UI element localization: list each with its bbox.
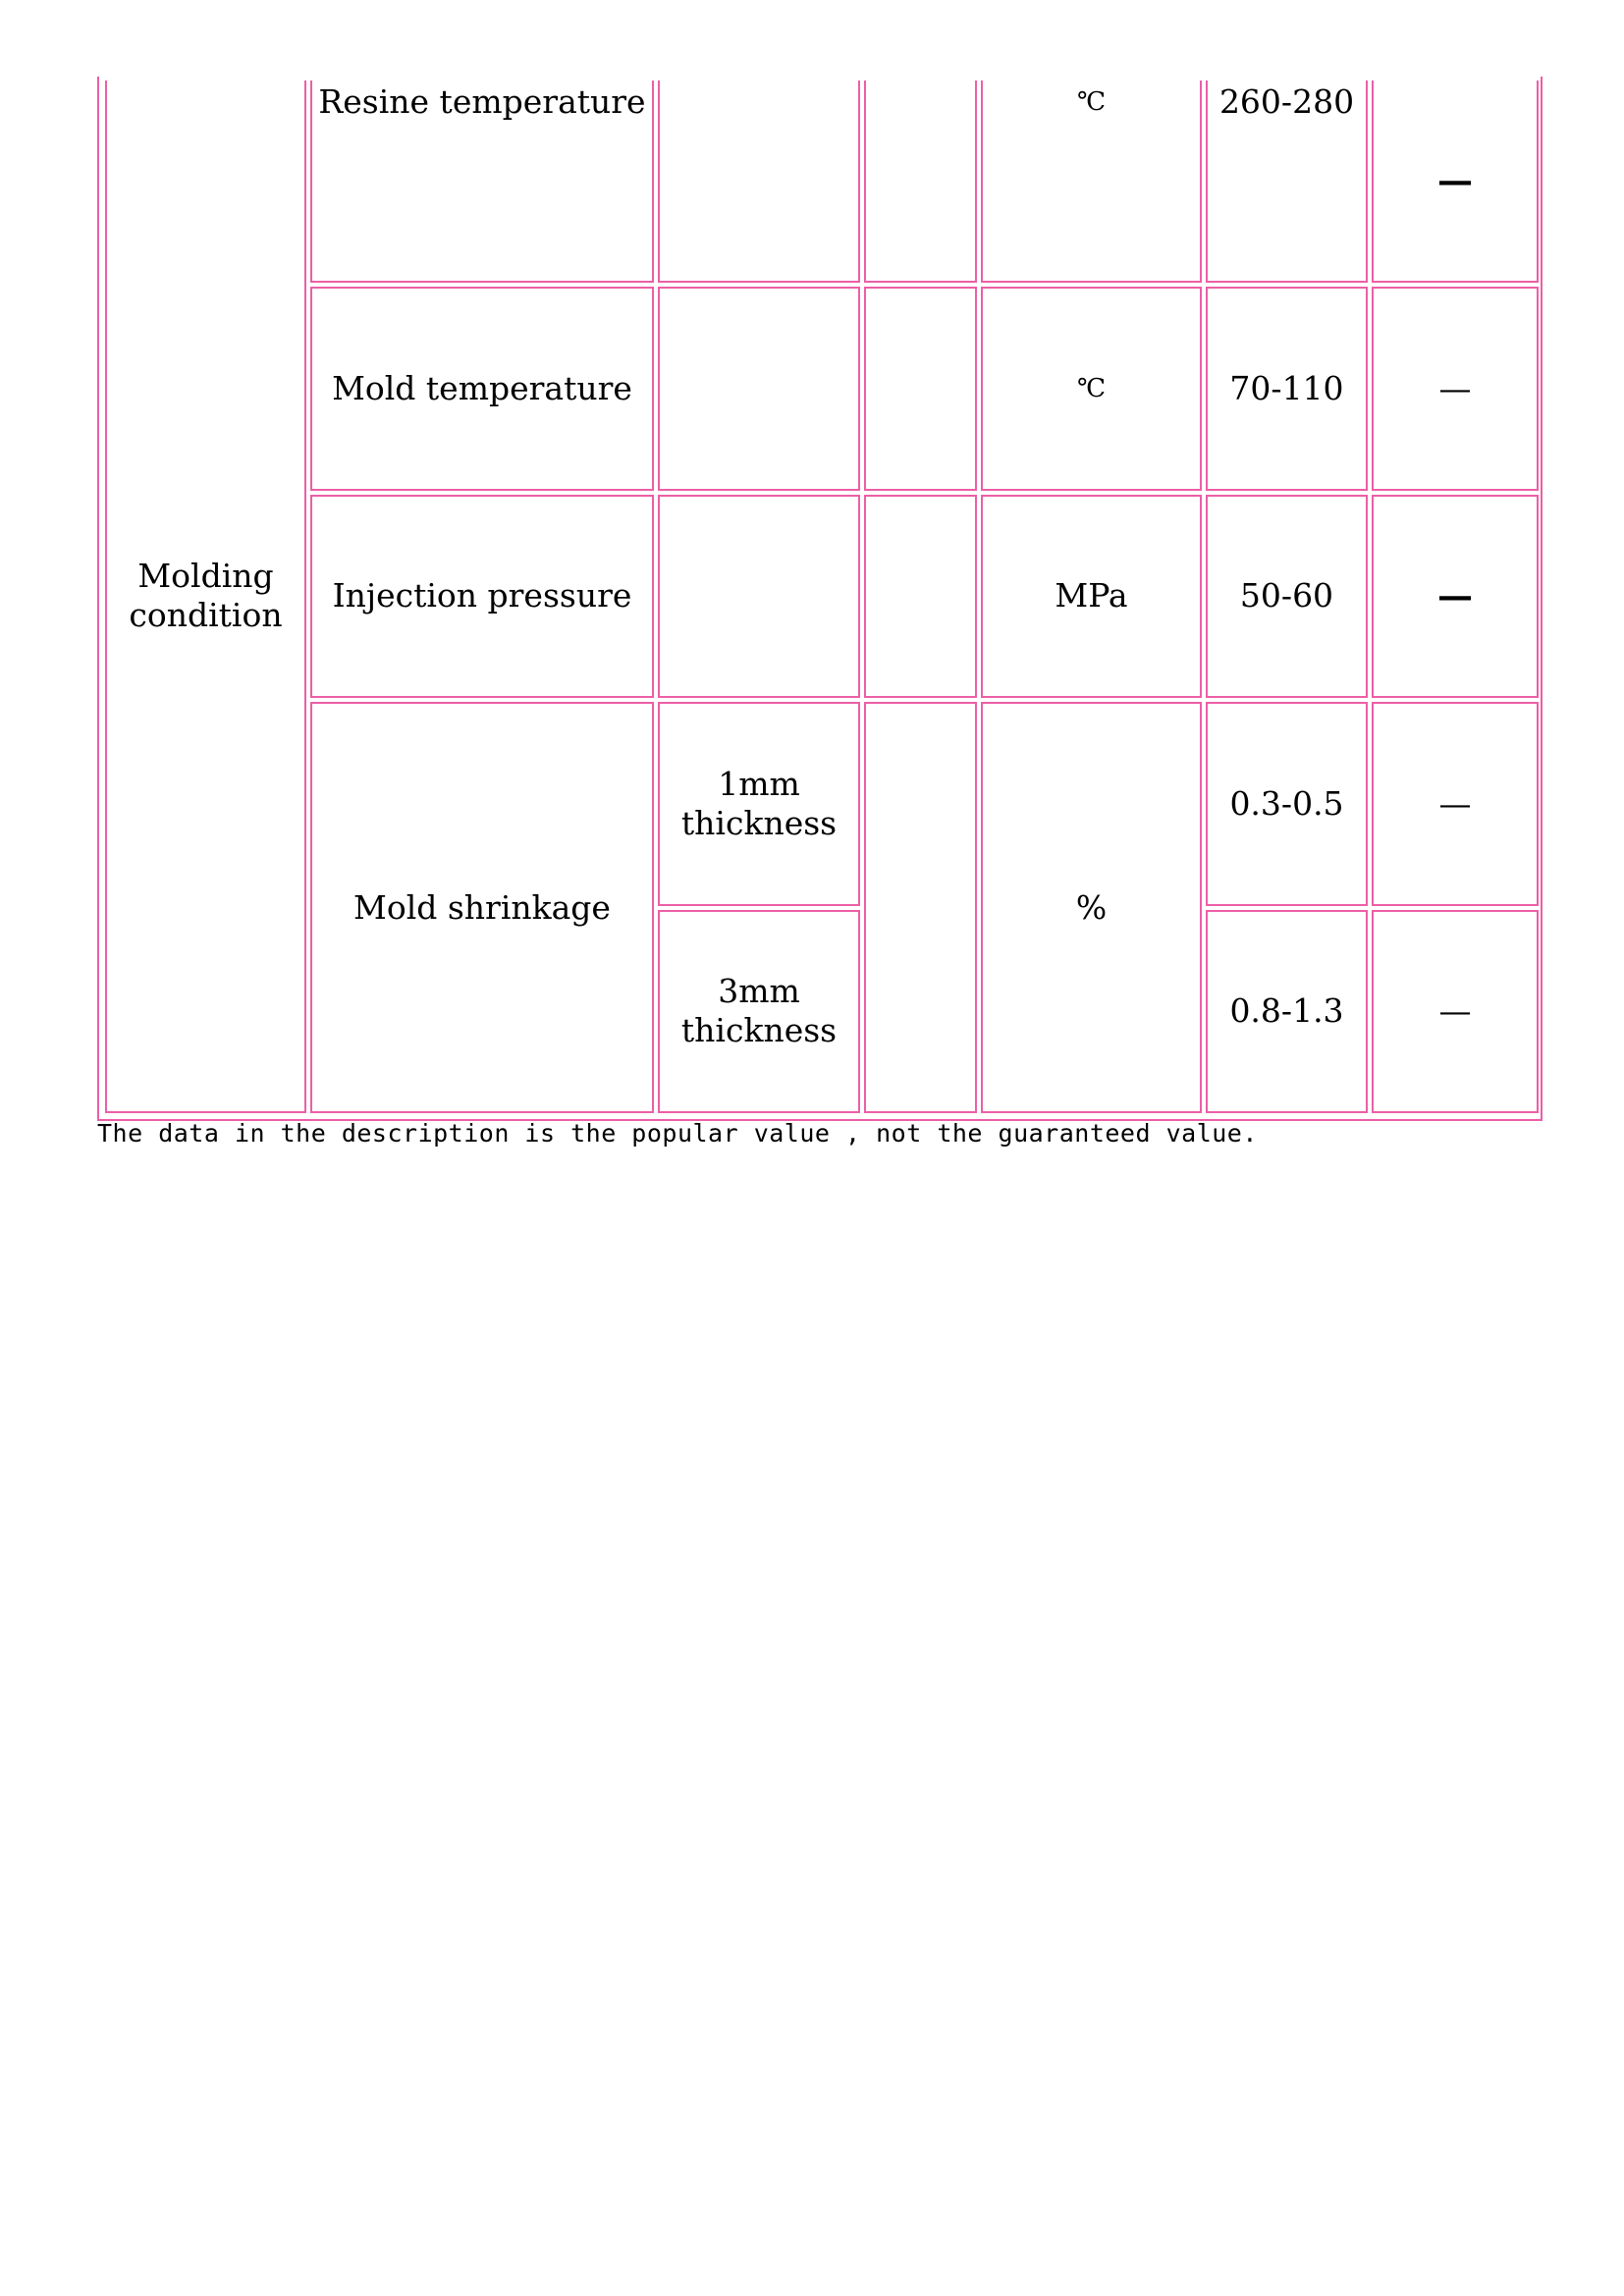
condition-cell [658, 80, 860, 283]
unit-cell [981, 287, 1202, 490]
method-cell [864, 495, 977, 698]
note-cell [1372, 80, 1539, 283]
value-cell: 70-110 [1206, 287, 1368, 490]
unit-text: ℃ [1076, 374, 1107, 404]
property-cell: Injection pressure [310, 495, 654, 698]
note-cell [1372, 495, 1539, 698]
properties-table-frame [97, 77, 1543, 1121]
note-dash: — [1437, 159, 1473, 201]
value-cell: 0.8-1.3 [1206, 910, 1368, 1113]
method-cell [864, 80, 977, 283]
table-row [105, 495, 1539, 698]
condition-cell [658, 495, 860, 698]
method-cell [864, 287, 977, 490]
table-row [105, 287, 1539, 490]
group-label-cell: Molding condition [105, 80, 306, 1113]
property-cell: Mold temperature [310, 287, 654, 490]
unit-cell: % [981, 702, 1202, 1113]
note-cell: — [1372, 287, 1539, 490]
unit-cell: MPa [981, 495, 1202, 698]
value-cell: 0.3-0.5 [1206, 702, 1368, 905]
table-row [105, 702, 1539, 905]
condition-cell: 3mm thickness [658, 910, 860, 1113]
footnote: The data in the description is the popular value , not the guaranteed value. [97, 1119, 1258, 1148]
property-cell: Mold shrinkage [310, 702, 654, 1113]
table-row [105, 80, 1539, 283]
condition-cell: 1mm thickness [658, 702, 860, 905]
value-cell: 50-60 [1206, 495, 1368, 698]
molding-condition-table [101, 77, 1543, 1117]
unit-cell [981, 80, 1202, 283]
condition-cell [658, 287, 860, 490]
property-cell: Resine temperature [310, 80, 654, 283]
value-cell: 260-280 [1206, 80, 1368, 283]
method-cell [864, 702, 977, 1113]
unit-text: ℃ [1076, 87, 1107, 117]
note-dash: — [1437, 574, 1473, 616]
note-cell: — [1372, 910, 1539, 1113]
note-cell: — [1372, 702, 1539, 905]
